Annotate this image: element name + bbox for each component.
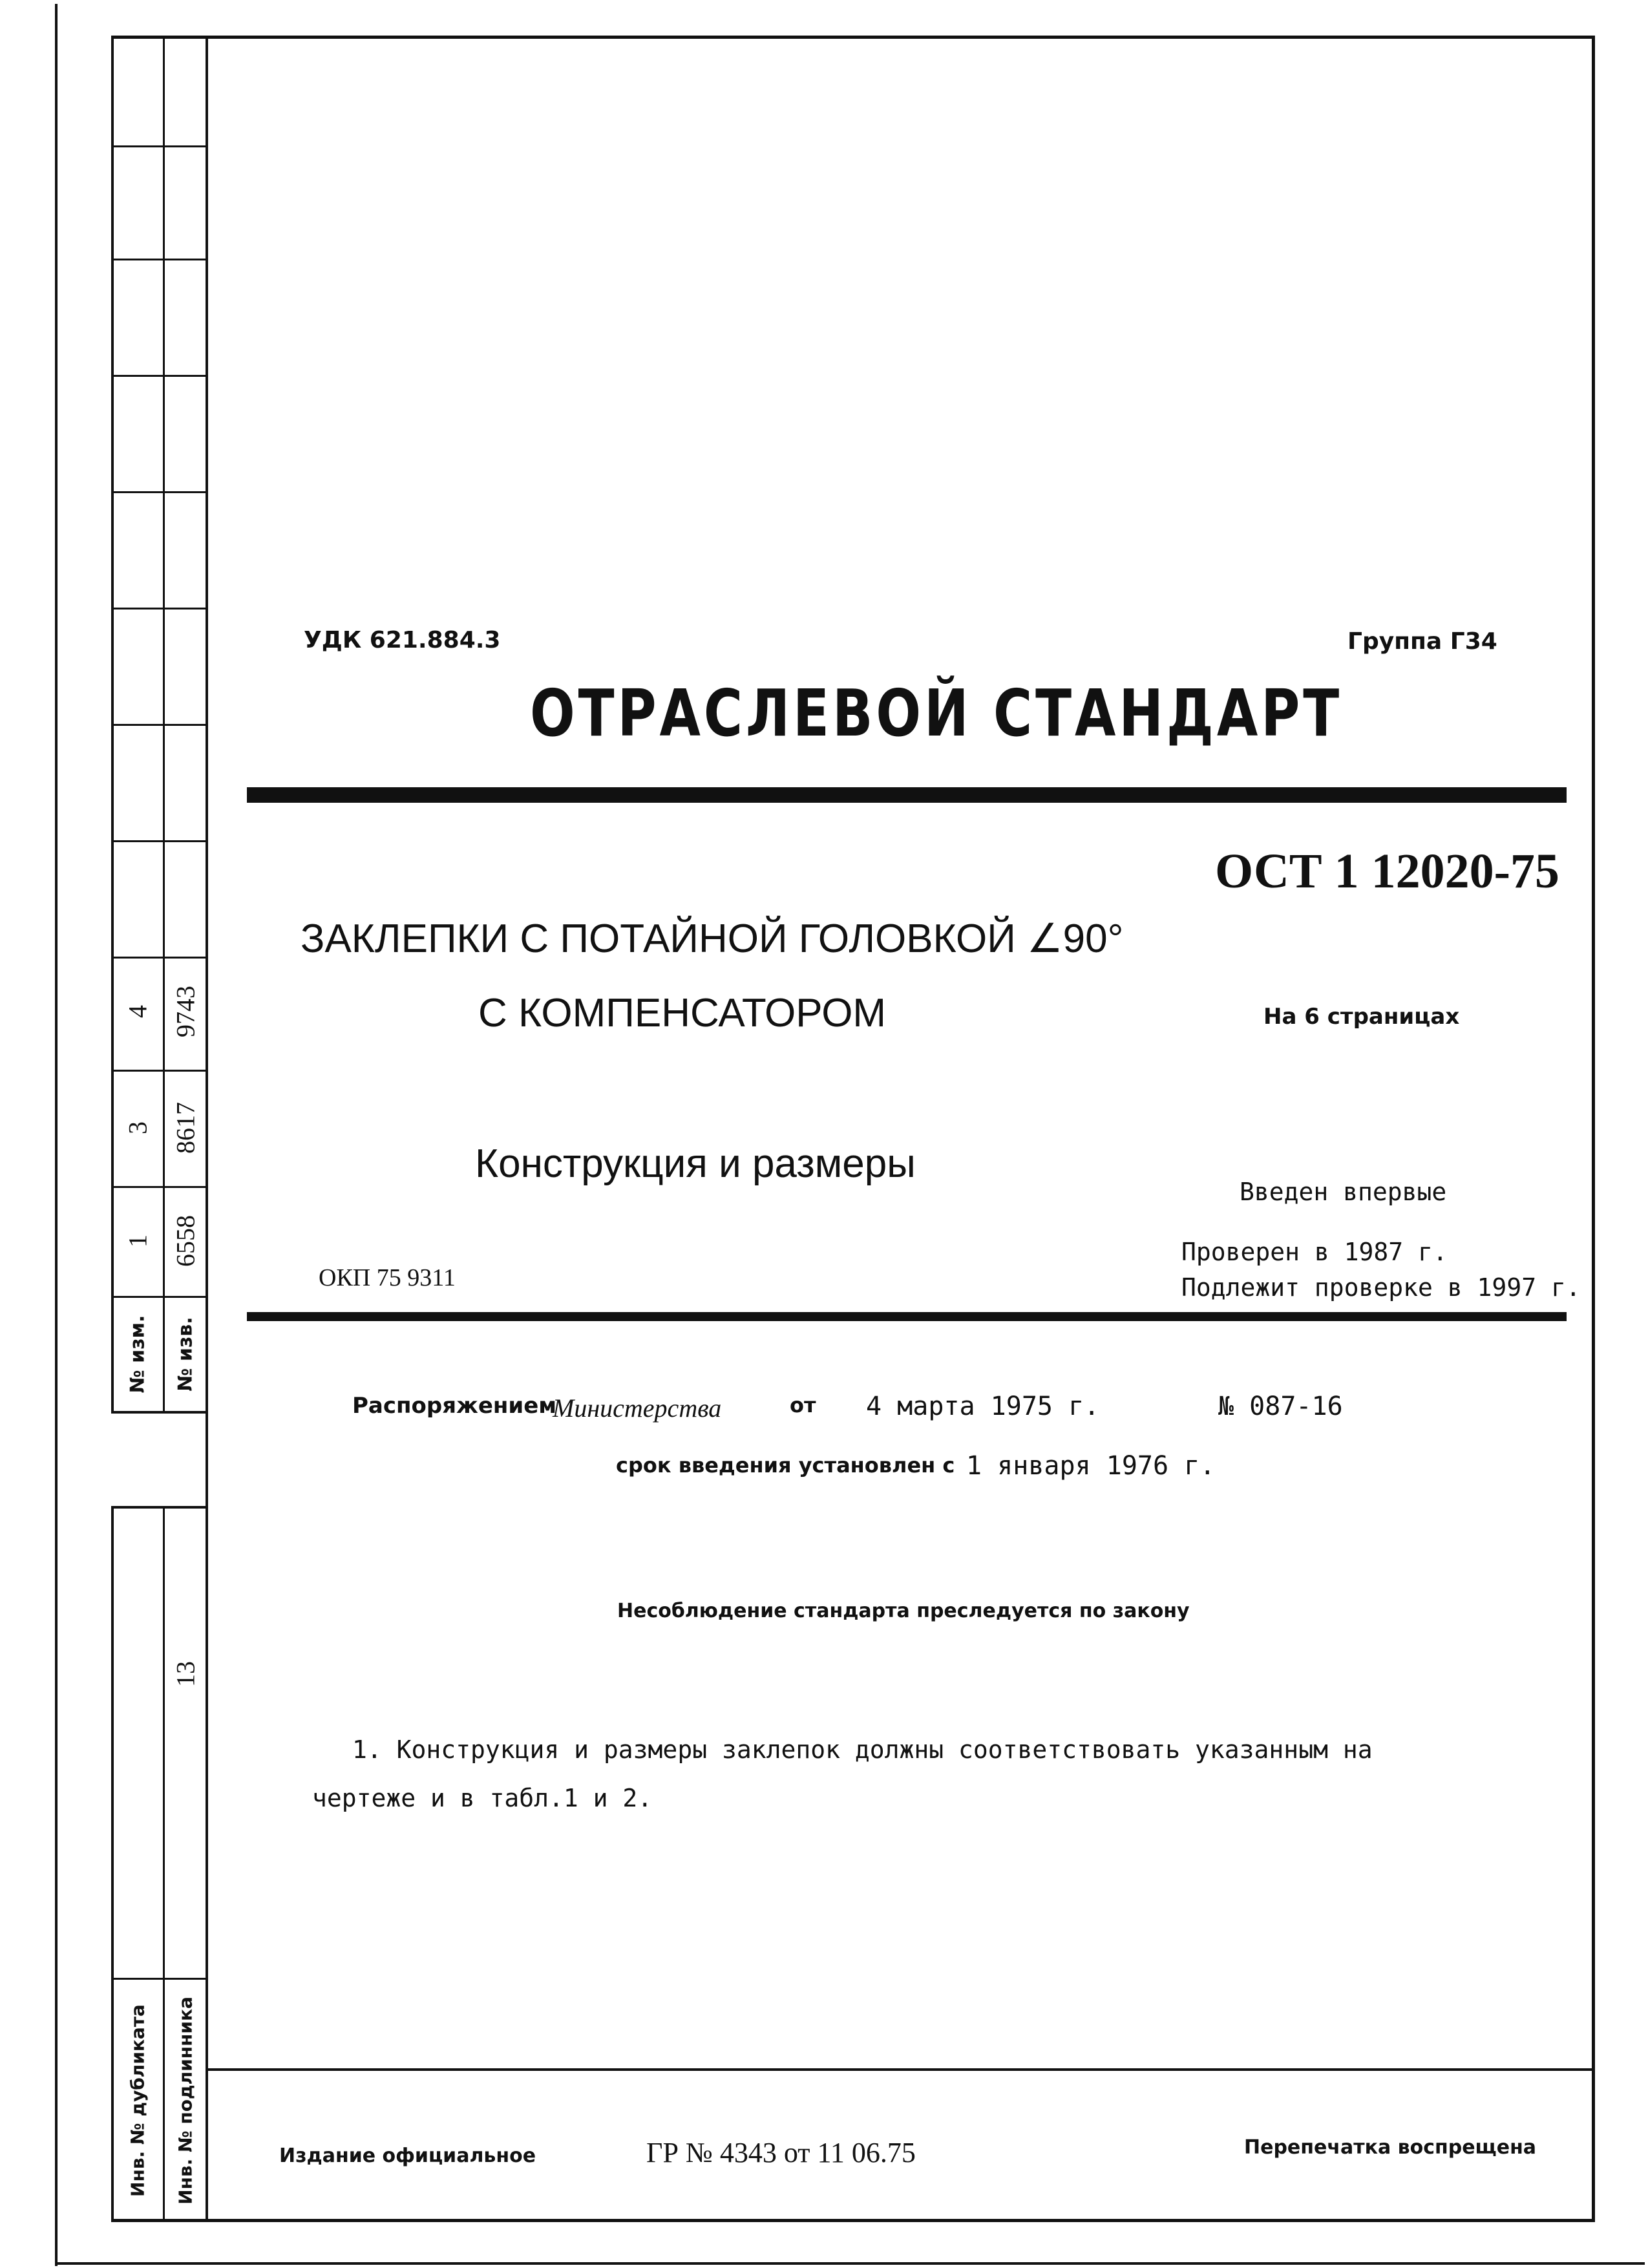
frame-top [111,36,1594,39]
side-izm-4: 4 [123,1005,153,1018]
page-title: ОТРАСЛЕВОЙ СТАНДАРТ [530,675,1343,751]
title-rule [247,787,1567,803]
side-grid-line [111,1070,207,1072]
order-from: от [790,1393,816,1417]
frame-bottom [111,2219,1594,2222]
standard-name-line2: С КОМПЕНСАТОРОМ [478,991,887,1035]
side-column-divider-lower [163,1506,165,2222]
side-izm-3: 3 [123,1121,153,1134]
side-izv-8617: 8617 [171,1102,200,1154]
checked-note: Проверен в 1987 г. [1181,1238,1448,1266]
side-grid-line [111,145,207,147]
side-grid-line [111,1411,207,1414]
side-inv-value: 13 [171,1661,200,1687]
introduced-note: Введен впервые [1240,1178,1447,1206]
side-grid-line [111,957,207,959]
side-grid-line [111,840,207,842]
side-grid-line [111,375,207,377]
side-izm-1: 1 [123,1235,153,1247]
outer-border-left [55,4,58,2266]
side-grid-line [111,1296,207,1298]
side-grid-line [111,608,207,609]
side-grid-line [111,1506,207,1509]
paragraph-1-line1: 1. Конструкция и размеры заклепок должны соответствовать указанным на [352,1735,1373,1764]
edition-label: Издание официальное [279,2145,536,2167]
side-grid-line [111,259,207,260]
side-grid-line [111,1186,207,1188]
side-grid-line [111,724,207,726]
term-label: срок введения установлен с [616,1453,955,1478]
frame-left-side-lower [111,1506,114,2222]
side-grid-line [111,491,207,493]
term-date: 1 января 1976 г. [966,1451,1216,1481]
standard-name-line1: ЗАКЛЕПКИ С ПОТАЙНОЙ ГОЛОВКОЙ ∠90° [301,917,1124,961]
recheck-note: Подлежит проверке в 1997 г. [1181,1273,1581,1302]
side-izv-6558: 6558 [171,1215,200,1267]
frame-left-main [206,36,208,2222]
okp-code: ОКП 75 9311 [319,1264,456,1291]
standard-number: ОСТ 1 12020-75 [1215,844,1559,898]
order-date: 4 марта 1975 г. [866,1392,1100,1421]
side-dup-label: Инв. № дубликата [127,2004,149,2197]
standard-subtitle: Конструкция и размеры [475,1141,916,1186]
side-header-izm: № изм. [126,1315,149,1394]
frame-right [1592,36,1595,2222]
side-header-izv: № изв. [174,1317,197,1392]
legal-notice: Несоблюдение стандарта преследуется по закону [617,1600,1190,1622]
reprint-notice: Перепечатка воспрещена [1244,2136,1537,2159]
paragraph-1-line2: чертеже и в табл.1 и 2. [312,1784,653,1812]
order-prefix: Распоряжением [352,1393,557,1419]
outer-border-bottom [55,2262,1645,2265]
side-grid-line [111,1978,207,1980]
order-number: № 087-16 [1218,1392,1343,1421]
side-izv-9743: 9743 [171,986,200,1037]
registration-number: ГР № 4343 от 11 06.75 [646,2137,916,2168]
page-count: На 6 страницах [1263,1004,1460,1030]
group-code: Группа Г34 [1347,628,1497,655]
footer-separator [206,2068,1594,2071]
order-ministry: Министерства [553,1394,722,1423]
udk-code: УДК 621.884.3 [304,627,501,653]
side-orig-label: Инв. № подлинника [174,1997,196,2205]
subtitle-rule [247,1312,1567,1321]
